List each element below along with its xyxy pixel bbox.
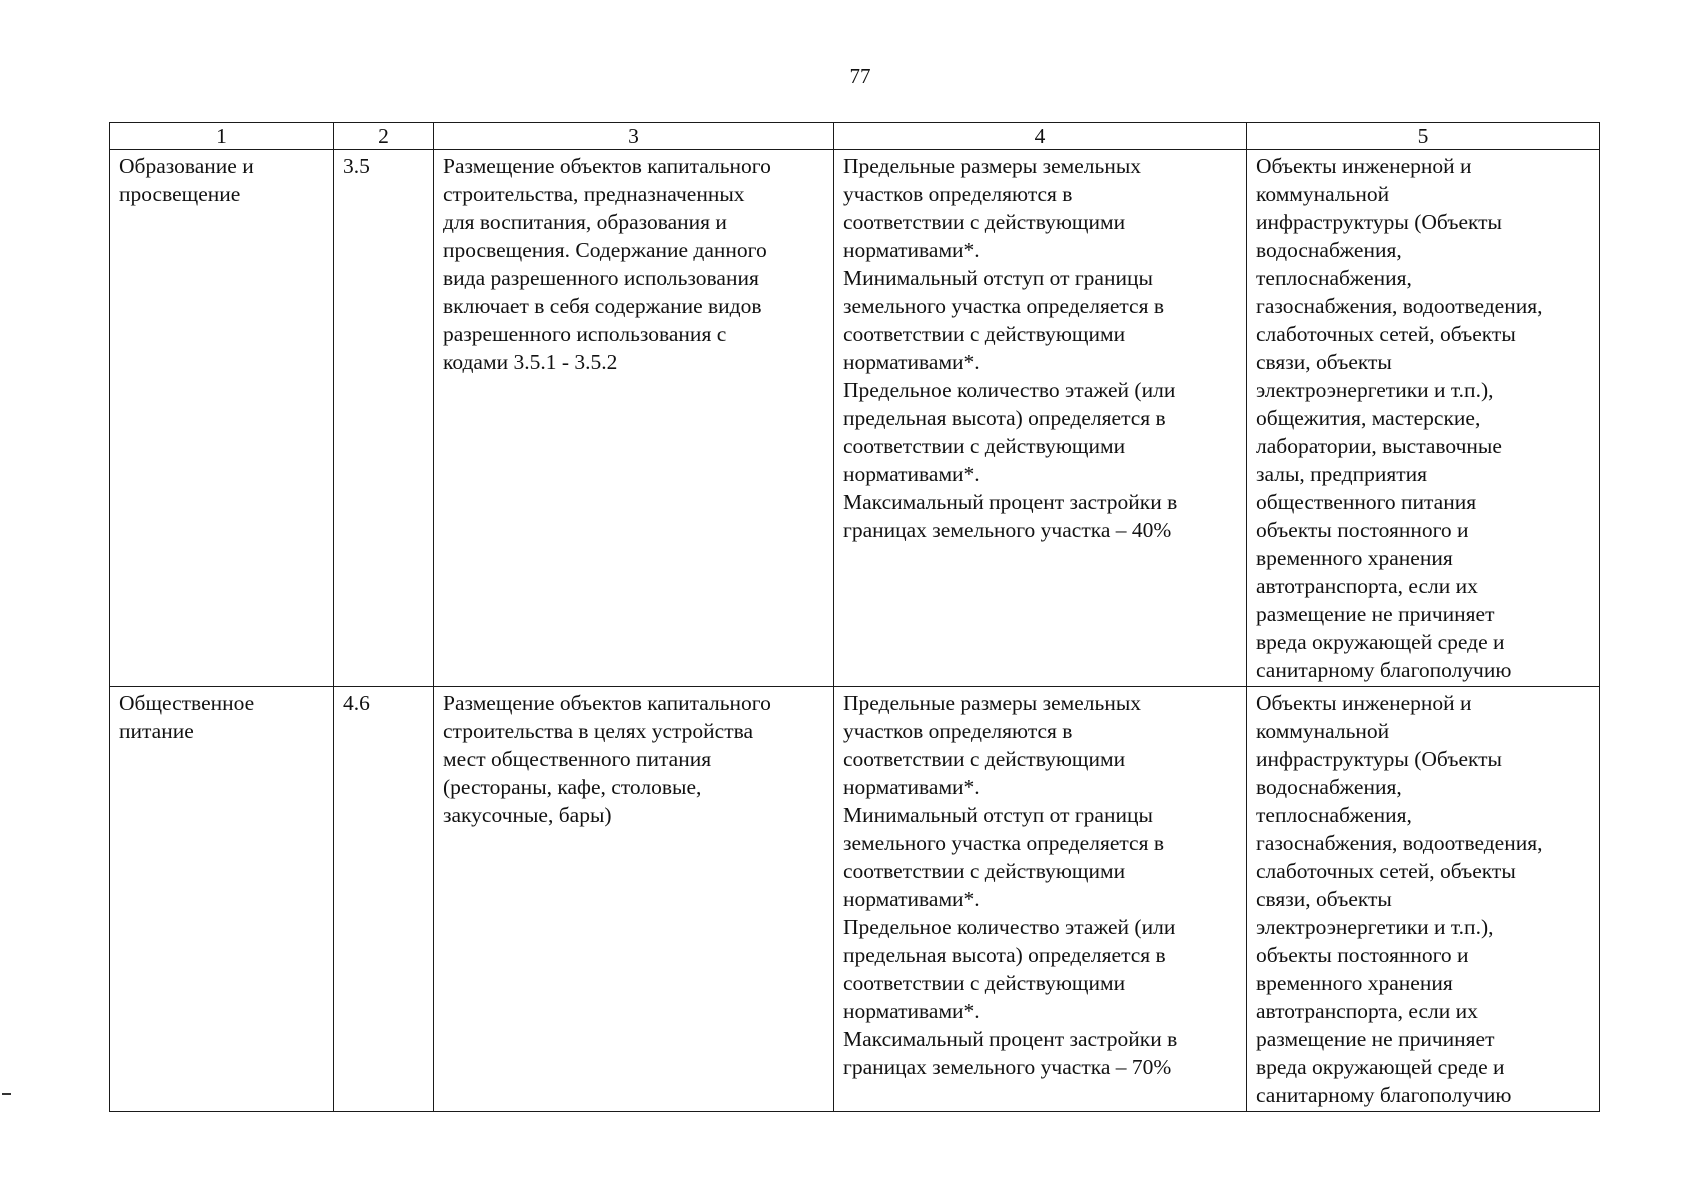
column-header-1: 1 <box>110 123 334 150</box>
column-header-3: 3 <box>434 123 834 150</box>
auxiliary-uses-cell: Объекты инженерной и коммунальной инфраструктуры (Объекты водоснабжения, теплоснабжения, газоснабжения, водоотведения, слаботочных сетей, объекты связи, объекты электроэнергетики и т.п.), объекты постоянного и временного хранения автотранспорта, если их размещение не причиняет вреда окружающей среде и санитарному благополучию <box>1247 687 1600 1112</box>
column-header-2: 2 <box>334 123 434 150</box>
use-description-cell: Размещение объектов капитального строительства, предназначенных для воспитания, образования и просвещения. Содержание данного вида разрешенного использования включает в себя содержание видов разрешенного использования с кодами 3.5.1 - 3.5.2 <box>434 150 834 687</box>
column-header-4: 4 <box>834 123 1247 150</box>
use-name-cell: Общественное питание <box>110 687 334 1112</box>
table-row <box>110 687 1600 1112</box>
use-code-cell: 3.5 <box>334 150 434 687</box>
parameters-cell: Предельные размеры земельных участков определяются в соответствии с действующими нормативами*. Минимальный отступ от границы земельного участка определяется в соответствии с действующими нормативами*. Предельное количество этажей (или предельная высота) определяется в соответствии с действующими нормативами*. Максимальный процент застройки в границах земельного участка – 70% <box>834 687 1247 1112</box>
table-row <box>110 150 1600 687</box>
use-name-cell: Образование и просвещение <box>110 150 334 687</box>
use-description-cell: Размещение объектов капитального строительства в целях устройства мест общественного питания (рестораны, кафе, столовые, закусочные, бары) <box>434 687 834 1112</box>
parameters-cell: Предельные размеры земельных участков определяются в соответствии с действующими нормативами*. Минимальный отступ от границы земельного участка определяется в соответствии с действующими нормативами*. Предельное количество этажей (или предельная высота) определяется в соответствии с действующими нормативами*. Максимальный процент застройки в границах земельного участка – 40% <box>834 150 1247 687</box>
margin-tick-mark <box>2 1093 11 1095</box>
zoning-table <box>109 122 1600 1112</box>
column-header-5: 5 <box>1247 123 1600 150</box>
table-header-row <box>110 123 1600 150</box>
page-number: 77 <box>849 64 871 88</box>
auxiliary-uses-cell: Объекты инженерной и коммунальной инфраструктуры (Объекты водоснабжения, теплоснабжения, газоснабжения, водоотведения, слаботочных сетей, объекты связи, объекты электроэнергетики и т.п.), общежития, мастерские, лаборатории, выставочные залы, предприятия общественного питания объекты постоянного и временного хранения автотранспорта, если их размещение не причиняет вреда окружающей среде и санитарному благополучию <box>1247 150 1600 687</box>
use-code-cell: 4.6 <box>334 687 434 1112</box>
